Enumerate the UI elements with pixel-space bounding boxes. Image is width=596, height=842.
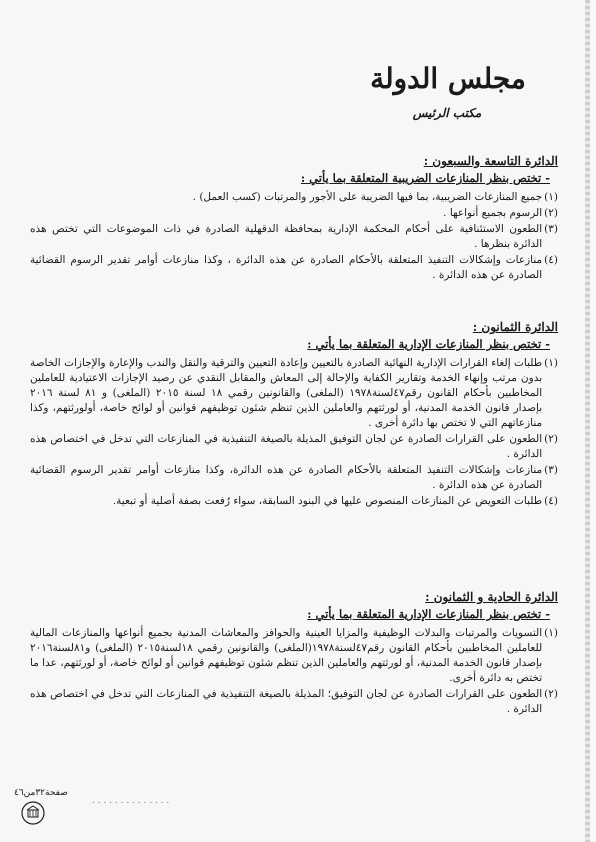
item-text: الرسوم بجميع أنواعها .: [443, 207, 543, 219]
item-text: طلبات التعويض عن المنازعات المنصوص عليها في البنود السابقة، سواء رُفعت بصفة أصلية أو تبعية.: [112, 495, 543, 507]
list-item: [30, 206, 558, 221]
seal-icon: [20, 800, 46, 826]
section-intro: - تختص بنظر المنازعات الضريبية المتعلقة بما يأتي :: [300, 171, 550, 185]
section-intro: - تختص بنظر المنازعات الإدارية المتعلقة بما يأتي :: [307, 607, 550, 621]
list-item: [30, 494, 558, 509]
item-text: منازعات وإشكالات التنفيذ المتعلقة بالأحكام الصادرة عن هذه الدائرة ، وكذا منازعات أوامر تقدير الرسوم القضائية الصادرة عن هذه الدائرة .: [30, 254, 543, 281]
item-text: طلبات إلغاء القرارات الإدارية النهائية الصادرة بالتعيين وإعادة التعيين والترقية والنقل والندب والإعارة والإجازات الخاصة بدون مرتب وإنهاء الخدمة وتقارير الكفاية والإحالة إلى المعاش والمقابل النقدي عن رصيد الإجازات الاعتيادية للعاملين المخاطبين بأحكام القانون رقم٤٧لسنة١٩٧٨ (الملغى) والقانونين رقمي ١٨ لسنة ٢٠١٥ (الملغى) و ٨١ لسنة ٢٠١٦ بإصدار قانون الخدمة المدنية، أو لورثتهم والعاملين الذين تنظم شئون توظيفهم قوانين أو لوائح خاصة، أولورثتهم، وكذا منازعاتهم التي لا تختص بها دائرة أخرى .: [30, 357, 543, 429]
section-title: الدائرة التاسعة والسبعون :: [423, 154, 558, 168]
item-number: (٣): [544, 464, 558, 476]
item-number: (٢): [544, 433, 558, 445]
footer-leader-dots: . . . . . . . . . . . . . .: [92, 796, 170, 806]
page-number: صفحة٣٢من٤٦: [14, 788, 68, 798]
item-text: التسويات والمرتبات والبدلات الوظيفية والمزايا العينية والحوافز والمعاشات المدنية بجميع أنواعها والمنازعات المالية للعاملين المخاطبين بأحكام القانون رقم٤٧لسنة١٩٧٨(الملغى) والقانونين رقمي ١٨لسنة٢٠١٥ (الملغى) و٨١لسنة٢٠١٦ بإصدار قانون الخدمة المدنية، أو لورثتهم والعاملين الذين تنظم شئون توظيفهم قوانين أو لوائح خاصة، أو لورثتهم، عدا ما تختص به دائرة أخرى.: [30, 627, 543, 684]
item-text: الطعون الاستئنافية على أحكام المحكمة الإدارية بمحافظة الدقهلية الصادرة في ذات الموضوعات التي تختص هذه الدائرة بنظرها .: [30, 223, 543, 250]
section-title: الدائرة الثمانون :: [472, 320, 558, 334]
item-number: (٤): [544, 495, 558, 507]
item-number: (١): [544, 357, 558, 369]
section-title: الدائرة الحادية و الثمانون :: [425, 590, 558, 604]
section-intro: - تختص بنظر المنازعات الإدارية المتعلقة بما يأتي :: [307, 337, 550, 351]
section-79: [30, 154, 558, 284]
section-81: [30, 590, 558, 718]
item-text: منازعات وإشكالات التنفيذ المتعلقة بالأحكام الصادرة عن هذه الدائرة، وكذا منازعات أوامر تقدير الرسوم القضائية الصادرة عن هذه الدائرة .: [30, 464, 543, 491]
item-number: (٣): [544, 223, 558, 235]
list-item: [30, 463, 558, 493]
list-item: [30, 432, 558, 462]
council-title: مجلس الدولة: [370, 62, 526, 95]
list-item: [30, 253, 558, 283]
item-number: (٢): [544, 688, 558, 700]
list-item: [30, 356, 558, 431]
item-number: (١): [544, 191, 558, 203]
item-number: (٢): [544, 207, 558, 219]
item-text: الطعون على القرارات الصادرة عن لجان التوفيق المذيلة بالصيغة التنفيذية في المنازعات التي تدخل في اختصاص هذه الدائرة .: [30, 433, 543, 460]
list-item: [30, 190, 558, 205]
office-subtitle: مكتب الرئيس: [412, 106, 482, 120]
section-80: [30, 320, 558, 510]
item-text: الطعون على القرارات الصادرة عن لجان التوفيق؛ المذيلة بالصيغة التنفيذية في المنازعات التي تدخل في اختصاص هذه الدائرة .: [30, 688, 543, 715]
item-number: (٤): [544, 254, 558, 266]
list-item: [30, 626, 558, 686]
list-item: [30, 687, 558, 717]
list-item: [30, 222, 558, 252]
item-number: (١): [544, 627, 558, 639]
scan-edge: [585, 0, 590, 842]
item-text: جميع المنازعات الضريبية، بما فيها الضريبة على الأجور والمرتبات (كسب العمل) .: [192, 191, 543, 203]
